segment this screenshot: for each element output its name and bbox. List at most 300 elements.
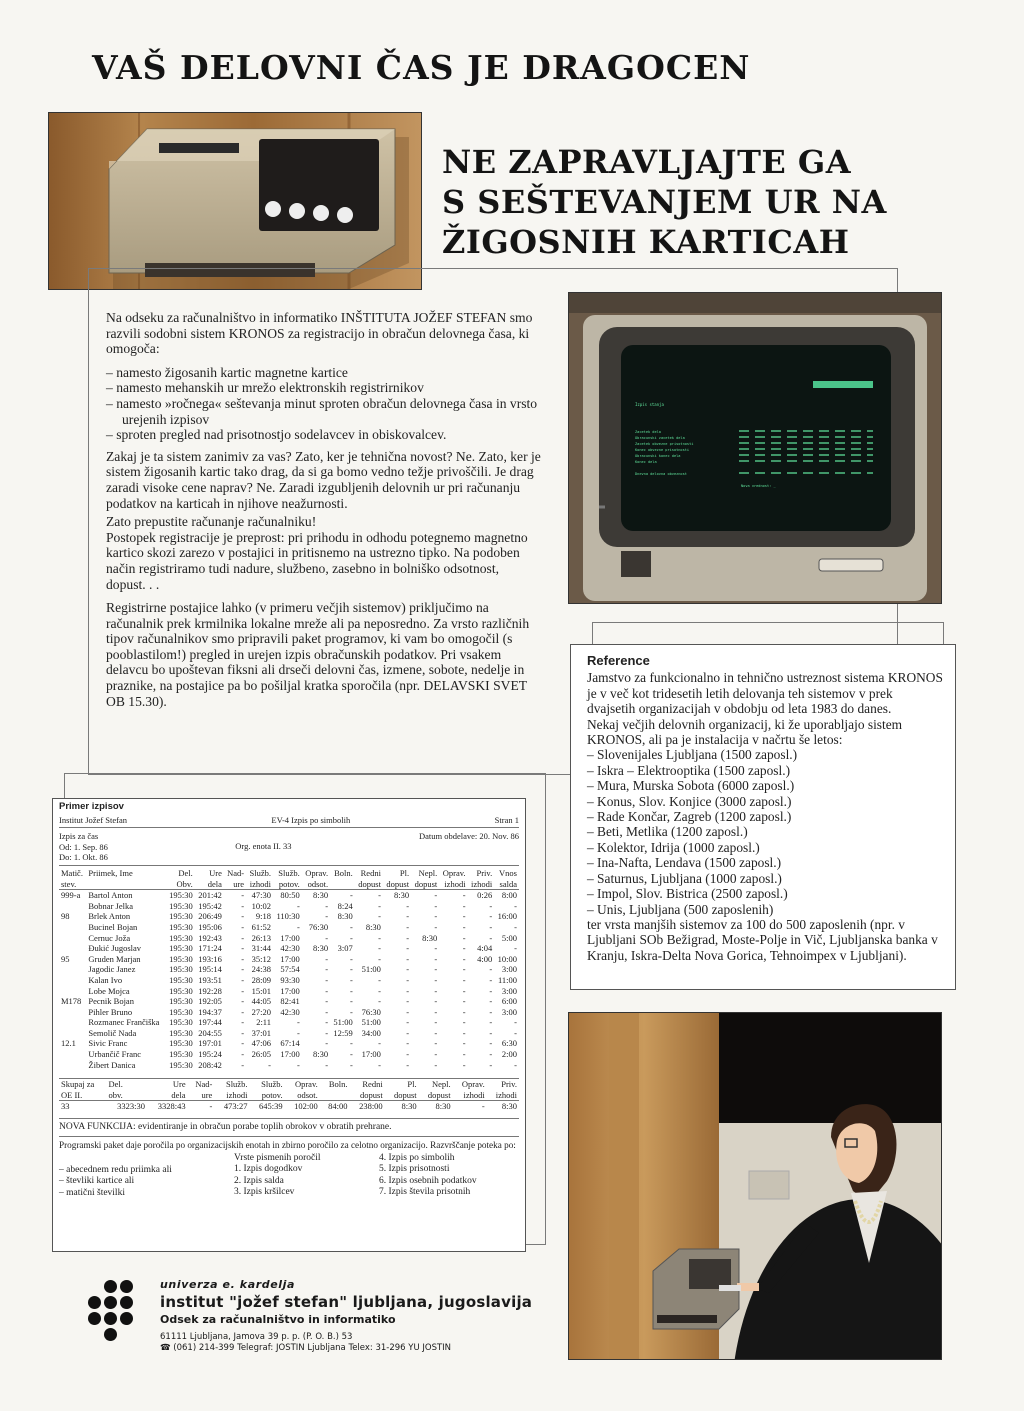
summary-column-header	[320, 1090, 350, 1101]
table-cell: 93:30	[280, 974, 300, 985]
table-cell: -	[489, 1059, 493, 1070]
table-cell: -	[378, 996, 381, 1007]
printout-column-header: ure	[233, 878, 245, 889]
report-type: 6. Izpis osebnih podatkov	[379, 1175, 477, 1186]
table-row	[59, 1038, 519, 1049]
table-cell: 204:55	[198, 1027, 222, 1038]
woman-at-terminal-photo	[568, 1012, 942, 1360]
summary-column-header: Ure	[172, 1079, 186, 1090]
printout-column-header: Služb.	[278, 867, 300, 878]
reference-org: – Saturnus, Ljubljana (1000 zaposl.)	[587, 871, 943, 886]
table-cell: -	[241, 1006, 245, 1017]
table-row	[59, 986, 519, 997]
table-cell: -	[406, 921, 410, 932]
printout-column-header: Priv.	[476, 867, 493, 878]
table-cell: -	[378, 985, 381, 996]
table-cell: -	[241, 890, 245, 901]
monitor-illustration	[569, 293, 941, 603]
printout-table	[59, 868, 519, 1070]
table-cell: 195:14	[198, 964, 222, 975]
printout-period-label: Izpis za čas	[59, 831, 99, 842]
feature-item: – sproten pregled nad prisotnostjo sodelavcev in obiskovalcev.	[106, 427, 542, 443]
table-cell: 80:50	[280, 890, 300, 901]
table-cell: -	[241, 974, 245, 985]
table-cell: 208:42	[198, 1059, 222, 1070]
table-cell: -	[434, 1027, 438, 1038]
table-cell: -	[462, 1059, 466, 1070]
table-row	[59, 1007, 519, 1018]
summary-cell: 473:27	[223, 1101, 248, 1112]
footer	[86, 1278, 556, 1362]
table-cell: -	[406, 1049, 410, 1060]
table-cell: -	[349, 985, 353, 996]
printout-column-header: Oprav.	[442, 867, 466, 878]
table-cell: 195:30	[169, 943, 193, 954]
monitor-photo	[568, 292, 942, 604]
table-cell: -	[434, 943, 438, 954]
table-cell: 26:05	[251, 1049, 271, 1060]
table-cell: 3:00	[501, 1006, 517, 1017]
table-cell: -	[325, 911, 329, 922]
table-cell: -	[325, 996, 329, 1007]
printout-org-unit: Org. enota II. 33	[235, 841, 292, 852]
reference-org: – Slovenijales Ljubljana (1500 zaposl.)	[587, 747, 943, 762]
table-cell: 57:54	[280, 964, 300, 975]
table-cell: 110:30	[276, 911, 300, 922]
table-cell: -	[241, 953, 245, 964]
table-cell: -	[241, 1038, 245, 1049]
table-cell: -	[434, 1006, 438, 1017]
table-cell: -	[489, 996, 493, 1007]
summary-column-header: Priv.	[501, 1079, 517, 1090]
table-cell: -	[462, 943, 466, 954]
table-cell: 999-a	[61, 890, 81, 901]
time-clock-photo	[48, 112, 422, 290]
table-row	[59, 933, 519, 944]
table-cell: -	[434, 1059, 438, 1070]
table-cell	[59, 975, 86, 986]
callout-paragraph: Zato prepustite računanje računalniku!	[106, 514, 317, 530]
table-cell: Kalan Ivo	[88, 974, 123, 985]
table-cell: 195:30	[169, 921, 193, 932]
table-cell: -	[462, 985, 466, 996]
table-cell: 8:30	[365, 921, 381, 932]
table-cell: -	[489, 1027, 493, 1038]
table-cell: -	[406, 932, 410, 943]
table-cell: -	[434, 900, 438, 911]
table-cell: -	[406, 1027, 410, 1038]
table-cell: -	[241, 964, 245, 975]
table-cell: -	[406, 1017, 410, 1028]
table-cell: -	[325, 1027, 329, 1038]
table-cell: 2:11	[256, 1017, 271, 1028]
table-cell: -	[378, 974, 381, 985]
table-cell	[59, 986, 86, 997]
report-type: 4. Izpis po simbolih	[379, 1152, 455, 1163]
report-type: 5. Izpis prisotnosti	[379, 1164, 450, 1175]
table-cell: -	[406, 900, 410, 911]
reference-org: – Rade Končar, Zagreb (1200 zaposl.)	[587, 809, 943, 824]
screen-row: Dnevna delovna obveznost	[635, 472, 687, 476]
table-cell: 42:30	[280, 943, 300, 954]
printout-header-row	[59, 868, 519, 879]
table-cell: -	[462, 964, 466, 975]
table-cell: 67:14	[280, 1038, 300, 1049]
sort-item: – abecednem redu priimka ali	[59, 1164, 172, 1175]
procedure-paragraph: Postopek registracije je preprost: pri prihodu in odhodu potegnemo magnetno kartico skozi zarezo v postajici in pritisnemo na ustrezno tipko. Na podoben način registriramo tudi nadure, službeno, zasebno in bolniško odsotnost, dopust. . .	[106, 529, 528, 592]
printout-sample	[52, 798, 526, 1252]
table-cell: -	[325, 964, 329, 975]
stations-paragraph: Registrirne postajice lahko (v primeru večjih sistemov) priključimo na računalnik prek krmilnika lokalne mreže ali pa neposredno. Za vrsto različnih tipov računalnikov smo pripravili paket programov, ki vam bo omogočil (s pooblastilom!) pregled in urejen izpis obračunskih podatkov. Pri vsakem delavcu bo upoštevan fiksni ali drseči delovni čas, izmene, sobote, nedelje in praznike, na postajice pa bo pošiljal kratka sporočila (npr. DELAVSKI SVET OB 15.30).	[106, 600, 530, 709]
table-cell: Cernuc Joža	[88, 932, 131, 943]
table-cell: 194:37	[198, 1006, 222, 1017]
table-cell: 195:30	[169, 932, 193, 943]
table-cell: 8:24	[337, 900, 353, 911]
table-cell: 8:30	[312, 890, 329, 901]
table-cell: 195:30	[169, 1006, 193, 1017]
table-cell: -	[241, 1059, 245, 1070]
summary-column-header: Služb.	[225, 1079, 248, 1090]
table-cell: -	[462, 900, 466, 911]
table-cell: 17:00	[280, 985, 300, 996]
table-cell: Bartol Anton	[88, 890, 133, 901]
table-cell: -	[462, 1027, 466, 1038]
table-cell: Lobe Mojca	[88, 985, 130, 996]
subheadline	[442, 142, 887, 262]
table-cell: -	[378, 890, 381, 901]
table-cell: Semolič Nada	[88, 1027, 137, 1038]
table-cell: 26:13	[251, 932, 271, 943]
table-cell: Jagodic Janez	[88, 964, 136, 975]
screen-row: Obracunski zacetek dela	[635, 436, 685, 440]
printout-column-header: Matič.	[61, 867, 83, 878]
table-cell: -	[462, 932, 466, 943]
table-cell: -	[406, 964, 410, 975]
time-clock-illustration	[49, 113, 421, 289]
reference-org: – Iskra – Elektrooptika (1500 zaposl.)	[587, 763, 943, 778]
table-row	[59, 975, 519, 986]
table-cell: Gruden Marjan	[88, 953, 141, 964]
table-cell: -	[489, 1049, 493, 1060]
printout-column-header: dela	[207, 878, 222, 889]
table-cell: 206:49	[198, 911, 222, 922]
report-type: 1. Izpis dogodkov	[234, 1164, 303, 1175]
table-cell: -	[241, 921, 245, 932]
table-cell: 193:51	[198, 974, 222, 985]
printout-title: Primer izpisov	[59, 801, 124, 812]
table-cell: 8:30	[393, 890, 410, 901]
footer-address: 61111 Ljubljana, Jamova 39 p. p. (P. O. B.) 53	[160, 1332, 353, 1342]
table-cell: -	[241, 911, 245, 922]
table-cell: -	[296, 921, 300, 932]
printout-column-header: potov.	[278, 878, 300, 889]
table-cell: Sivic Franc	[88, 1038, 128, 1049]
table-row	[59, 943, 519, 954]
table-cell: -	[489, 974, 493, 985]
table-cell: 51:00	[361, 1017, 381, 1028]
table-cell: -	[462, 953, 466, 964]
printout-column-header: dopust	[386, 878, 410, 889]
table-cell: 98	[61, 911, 70, 922]
table-cell: -	[406, 911, 410, 922]
reference-lead: Nekaj večjih delovnih organizacij, ki že uporabljajo sistem KRONOS, ali pa je instalacija v načrtu še letos:	[587, 716, 903, 748]
table-cell: 51:00	[361, 964, 381, 975]
table-cell: 195:24	[198, 1049, 222, 1060]
table-cell: 8:00	[501, 890, 517, 901]
summary-cell: 8:30	[401, 1101, 417, 1112]
summary-column-header: Oprav.	[294, 1079, 318, 1090]
printout-column-header: Boln.	[334, 867, 353, 878]
woman-at-terminal-illustration	[569, 1013, 941, 1359]
table-row	[59, 996, 519, 1007]
table-cell: 6:30	[501, 1038, 517, 1049]
table-cell: 12:59	[333, 1027, 353, 1038]
summary-cell: 102:00	[294, 1101, 318, 1112]
table-cell: Đukić Jugoslav	[88, 943, 142, 954]
table-cell: -	[325, 974, 329, 985]
table-cell: -	[462, 996, 466, 1007]
sort-item: – matični številki	[59, 1187, 125, 1198]
table-cell: 76:30	[308, 921, 329, 932]
table-cell: 195:30	[169, 974, 193, 985]
table-cell: 195:30	[169, 964, 193, 975]
table-cell: 17:00	[280, 1049, 300, 1060]
table-cell: 171:24	[198, 943, 222, 954]
footer-department: Odsek za računalništvo in informatiko	[160, 1313, 396, 1326]
table-cell: -	[462, 1049, 466, 1060]
printout-column-header	[330, 879, 355, 890]
summary-column-header: Nad-	[195, 1079, 213, 1090]
subheadline-line: ŽIGOSNIH KARTICAH	[442, 223, 850, 261]
table-cell: -	[349, 964, 353, 975]
table-cell: 42:30	[280, 1006, 300, 1017]
table-cell: 195:30	[169, 985, 193, 996]
report-type: 3. Izpis kršilcev	[234, 1187, 295, 1198]
footer-contact: (061) 214-399 Telegraf: JOSTIN Ljubljana Telex: 31-296 YU JOSTIN	[173, 1343, 452, 1353]
table-cell: 2:00	[501, 1049, 517, 1060]
table-cell: 192:28	[198, 985, 222, 996]
summary-column-header: ure	[201, 1089, 213, 1100]
reference-intro: Jamstvo za funkcionalno in tehnično ustreznost sistema KRONOS je v več kot tridesetih letih delovanja teh sistemov v prek dvajsetih organizacijah v obdobju od leta 1983 do danes.	[587, 670, 943, 717]
table-row	[59, 1017, 519, 1028]
table-cell: -	[489, 1017, 493, 1028]
table-cell: -	[241, 985, 245, 996]
table-cell: 3:00	[501, 964, 517, 975]
screen-title: Izpis stanja	[635, 402, 664, 407]
summary-header-row	[59, 1090, 519, 1101]
summary-cell: 33	[61, 1101, 70, 1112]
table-cell: 82:41	[280, 996, 300, 1007]
screen-row: Konec obvezne prisotnosti	[635, 448, 690, 452]
table-cell: Pecnik Bojan	[88, 996, 134, 1007]
table-cell: 6:00	[501, 996, 517, 1007]
table-cell: 17:00	[280, 932, 300, 943]
table-cell: -	[406, 953, 410, 964]
table-cell: -	[489, 964, 493, 975]
table-cell: -	[514, 900, 517, 911]
subheadline-line: S SEŠTEVANJEM UR NA	[442, 183, 887, 221]
table-cell: -	[462, 890, 466, 901]
table-cell: 8:30	[337, 911, 353, 922]
table-cell	[59, 922, 86, 933]
table-cell: 197:44	[198, 1017, 222, 1028]
printout-column-header: salda	[499, 878, 517, 889]
printout-column-header: Nad-	[227, 867, 245, 878]
report-type: 7. Izpis števila prisotnih	[379, 1187, 471, 1198]
table-cell: -	[434, 1049, 438, 1060]
table-cell: -	[489, 1038, 493, 1049]
printout-column-header: stev.	[61, 878, 77, 889]
reports-title: Vrste pismenih poročil	[234, 1152, 321, 1163]
table-cell	[59, 901, 86, 912]
table-cell	[59, 1049, 86, 1060]
table-cell: 31:44	[251, 943, 271, 954]
table-row	[59, 1028, 519, 1039]
table-cell: -	[514, 1027, 517, 1038]
table-cell: -	[489, 911, 493, 922]
table-cell: 8:30	[422, 932, 438, 943]
summary-column-header: dopust	[393, 1089, 417, 1100]
table-cell: -	[325, 932, 329, 943]
table-cell: -	[268, 1059, 271, 1070]
table-cell: 15:01	[251, 985, 271, 996]
table-cell: Brlek Anton	[88, 911, 131, 922]
table-cell: -	[462, 1038, 466, 1049]
table-cell: -	[378, 900, 381, 911]
table-cell: -	[462, 974, 466, 985]
table-cell: 4:04	[477, 943, 493, 954]
printout-page: Stran 1	[494, 814, 519, 825]
table-cell: 28:09	[251, 974, 271, 985]
table-cell: -	[349, 996, 353, 1007]
screen-row: Obracunski konec dela	[635, 454, 681, 458]
table-row	[59, 954, 519, 965]
table-cell: 37:01	[251, 1027, 271, 1038]
why-paragraph: Zakaj je ta sistem zanimiv za vas? Zato, ker je tehnična novost? Ne. Zato, ker je sistem žigosanih kartic tako drag, da si ga bomo vedno težje privoščili. Je drag zaradi visoke cene naprav? Ne. Zaradi izgubljenih delovnih ur pri računanju podatkov na karticah in njihove neažurnosti.	[106, 448, 541, 511]
summary-column-header: Boln.	[328, 1079, 348, 1090]
summary-cell: -	[481, 1101, 485, 1112]
printout-column-header: odsot.	[307, 878, 329, 889]
table-cell: 201:42	[198, 890, 222, 901]
feature-item: – namesto »ročnega« seštevanja minut sproten obračun delovnega časa in vrsto urejenih izpisov	[106, 396, 542, 427]
table-cell: -	[378, 932, 381, 943]
table-cell: 17:00	[361, 1049, 381, 1060]
table-cell: -	[241, 932, 245, 943]
summary-column-header: obv.	[108, 1089, 123, 1100]
summary-column-header: Pl.	[407, 1079, 417, 1090]
summary-column-header: Nepl.	[431, 1079, 451, 1090]
screen-footer: Nova vrednost: _	[741, 484, 776, 488]
table-cell: 195:30	[169, 911, 193, 922]
table-cell: -	[406, 1038, 410, 1049]
summary-column-header: potov.	[261, 1089, 283, 1100]
printout-column-header: izhodi	[470, 878, 493, 889]
reference-org: – Impol, Slov. Bistrica (2500 zaposl.)	[587, 886, 943, 901]
table-cell: 3:07	[337, 943, 353, 954]
reference-org: – Ina-Nafta, Lendava (1500 zaposl.)	[587, 855, 943, 870]
table-cell: 11:00	[497, 974, 517, 985]
printout-report-name: EV-4 Izpis po simbolih	[271, 814, 351, 825]
table-cell: -	[349, 953, 353, 964]
table-cell: -	[349, 1059, 353, 1070]
table-cell: 195:30	[169, 1027, 193, 1038]
subheadline-line: NE ZAPRAVLJAJTE GA	[442, 143, 852, 181]
table-cell: 95	[61, 953, 70, 964]
table-cell: -	[349, 974, 353, 985]
table-cell: Žibert Danica	[88, 1059, 136, 1070]
table-cell: -	[325, 1038, 329, 1049]
printout-column-header: Del.	[178, 867, 193, 878]
footer-institute: institut "jožef stefan" ljubljana, jugoslavija	[160, 1293, 533, 1311]
summary-cell: 8:30	[501, 1101, 517, 1112]
reference-org-list	[587, 747, 943, 916]
table-cell: 195:30	[169, 1017, 193, 1028]
table-cell: -	[325, 1006, 329, 1017]
table-cell: -	[514, 1017, 517, 1028]
table-cell: -	[241, 943, 245, 954]
printout-column-header: Vnos	[499, 867, 517, 878]
table-cell: 47:06	[251, 1038, 271, 1049]
table-cell: -	[378, 953, 381, 964]
reference-org: – Unis, Ljubljana (500 zaposlenih)	[587, 902, 943, 917]
table-cell	[59, 933, 86, 944]
table-cell: -	[325, 985, 329, 996]
table-row	[59, 964, 519, 975]
summary-cell: 8:30	[435, 1101, 451, 1112]
footer-university: univerza e. kardelja	[160, 1278, 296, 1291]
screen-row: Zacetek dela	[635, 430, 661, 434]
summary-column-header: Služb.	[261, 1079, 283, 1090]
table-row	[59, 901, 519, 912]
intro-paragraph: Na odseku za računalništvo in informatiko INŠTITUTA JOŽEF STEFAN smo razvili sodobni sistem KRONOS za registracijo in obračun delovnega časa, ki omogoča:	[106, 310, 533, 357]
summary-column-header: izhodi	[463, 1089, 485, 1100]
reference-org: – Kolektor, Idrija (1000 zaposl.)	[587, 840, 943, 855]
table-cell	[59, 1017, 86, 1028]
table-cell: 24:38	[251, 964, 271, 975]
table-cell: 10:02	[251, 900, 271, 911]
printout-column-header	[86, 879, 165, 890]
printout-new-feature-note: NOVA FUNKCIJA: evidentiranje in obračun porabe toplih obrokov v obratih prehrane.	[59, 1118, 519, 1133]
table-cell: 61:52	[251, 921, 271, 932]
summary-column-header: OE II.	[61, 1089, 83, 1100]
table-cell: 17:00	[280, 953, 300, 964]
table-cell: -	[462, 921, 466, 932]
printout-column-header: izhodi	[444, 878, 466, 889]
reference-title: Reference	[587, 653, 650, 668]
table-cell: 192:43	[198, 932, 222, 943]
table-cell: 51:00	[333, 1017, 353, 1028]
table-cell: -	[378, 1038, 381, 1049]
reference-org: – Konus, Slov. Konjice (3000 zaposl.)	[587, 794, 943, 809]
table-cell: -	[406, 1059, 410, 1070]
table-cell: -	[434, 974, 438, 985]
summary-row	[59, 1101, 519, 1112]
table-cell: -	[406, 1006, 410, 1017]
table-cell: -	[514, 943, 517, 954]
table-cell: Bobnar Jelka	[88, 900, 134, 911]
table-cell: -	[378, 943, 381, 954]
printout-period-from: Od: 1. Sep. 86	[59, 841, 108, 852]
table-cell: 195:30	[169, 1049, 193, 1060]
screen-row: Zacetek obvezne prisotnosti	[635, 442, 694, 446]
table-cell: -	[349, 1006, 353, 1017]
summary-column-header: Skupaj za	[61, 1079, 95, 1090]
printout-summary-table	[59, 1078, 519, 1112]
table-cell: 76:30	[361, 1006, 381, 1017]
table-cell	[59, 1060, 86, 1071]
table-cell: -	[241, 900, 245, 911]
table-cell: 10:00	[497, 953, 517, 964]
